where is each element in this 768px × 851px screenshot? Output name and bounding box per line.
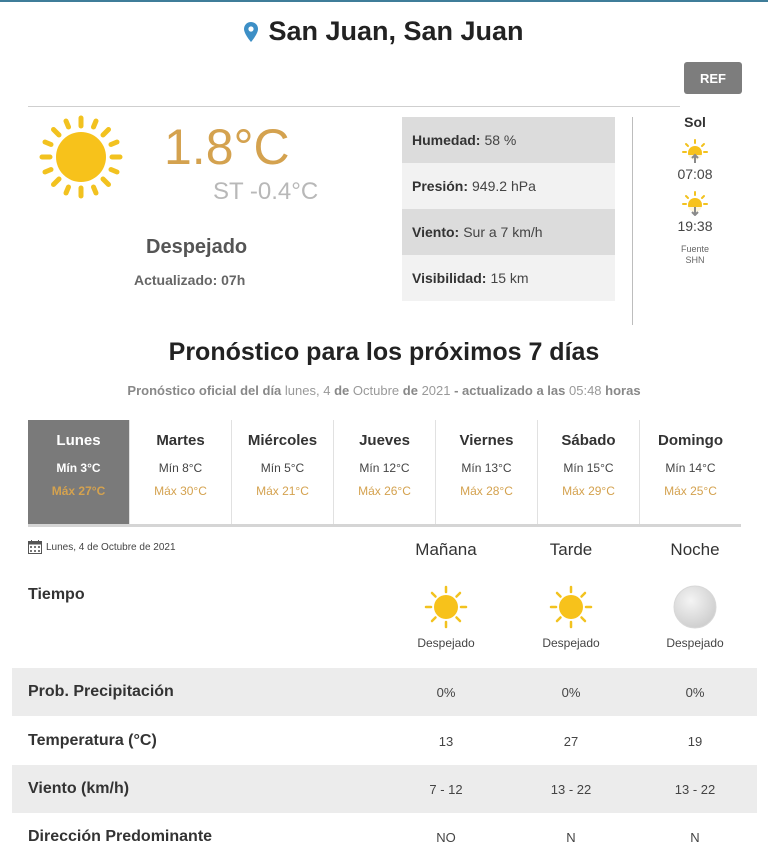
day-max: Máx 30°C xyxy=(154,484,207,498)
visibility-row xyxy=(402,255,615,301)
row-value: N xyxy=(690,829,700,845)
moon-icon xyxy=(672,584,718,630)
forecast-title: Pronóstico para los próximos 7 días xyxy=(168,338,600,366)
humidity-value: 58 % xyxy=(484,132,517,148)
sunset-icon xyxy=(682,190,708,216)
day-name: Jueves xyxy=(359,432,410,449)
day-min: Mín 12°C xyxy=(359,461,410,475)
day-tab-martes[interactable] xyxy=(130,420,232,525)
subtitle-part5: horas xyxy=(605,383,641,398)
day-tab-viernes[interactable] xyxy=(436,420,538,525)
visibility-value: 15 km xyxy=(490,270,529,286)
day-min: Mín 8°C xyxy=(158,461,203,475)
sun-times xyxy=(660,114,730,266)
day-max: Máx 26°C xyxy=(358,484,411,498)
humidity-label: Humedad: xyxy=(412,132,481,148)
day-name: Sábado xyxy=(561,432,616,449)
detail-date-text: Lunes, 4 de Octubre de 2021 xyxy=(46,541,176,553)
day-name: Martes xyxy=(156,432,205,449)
row-value: 27 xyxy=(563,733,579,749)
day-name: Lunes xyxy=(56,432,101,449)
ref-button[interactable]: REF xyxy=(684,62,742,94)
day-min: Mín 3°C xyxy=(56,461,101,475)
row-precipitacion xyxy=(12,668,757,716)
subtitle-year: 2021 xyxy=(421,383,451,398)
day-name: Viernes xyxy=(459,432,514,449)
location-pin-icon xyxy=(244,22,258,42)
sun-icon xyxy=(423,584,469,630)
wind-row xyxy=(402,209,615,255)
tiempo-text: Despejado xyxy=(542,636,600,650)
day-tab-miercoles[interactable] xyxy=(232,420,334,525)
subtitle-part1: Pronóstico oficial del día xyxy=(127,383,282,398)
day-name: Domingo xyxy=(658,432,723,449)
current-condition: Despejado xyxy=(146,236,248,258)
subtitle-day: lunes, 4 xyxy=(284,383,331,398)
row-label: Temperatura (°C) xyxy=(28,732,157,749)
row-label: Dirección Predominante xyxy=(28,828,213,845)
row-value: 13 - 22 xyxy=(550,781,592,797)
pressure-value: 949.2 hPa xyxy=(472,178,536,194)
day-min: Mín 15°C xyxy=(563,461,614,475)
detail-date xyxy=(28,540,176,554)
row-direccion xyxy=(12,813,757,851)
tiempo-manana xyxy=(391,584,501,650)
row-label: Prob. Precipitación xyxy=(28,683,174,700)
sun-icon xyxy=(548,584,594,630)
row-value: 0% xyxy=(436,684,456,700)
forecast-subtitle xyxy=(0,383,768,398)
header-divider xyxy=(28,106,680,107)
row-temperatura xyxy=(12,717,757,765)
day-tab-sabado[interactable] xyxy=(538,420,640,525)
subtitle-part3: de xyxy=(402,383,418,398)
top-border xyxy=(0,0,768,2)
sun-icon xyxy=(38,114,124,200)
sunrise-time: 07:08 xyxy=(677,166,713,182)
day-tab-jueves[interactable] xyxy=(334,420,436,525)
sun-title: Sol xyxy=(684,114,706,130)
day-max: Máx 28°C xyxy=(460,484,513,498)
current-temperature: 1.8°C xyxy=(164,119,290,175)
subtitle-part2: de xyxy=(334,383,350,398)
humidity-row xyxy=(402,117,615,163)
tiempo-tarde xyxy=(516,584,626,650)
day-name: Miércoles xyxy=(247,432,318,449)
day-tabs-underline xyxy=(28,524,741,527)
row-value: 13 xyxy=(438,733,454,749)
row-value: 13 - 22 xyxy=(674,781,716,797)
row-value: 0% xyxy=(685,684,705,700)
tiempo-text: Despejado xyxy=(666,636,724,650)
tiempo-label: Tiempo xyxy=(28,586,85,603)
source-name: SHN xyxy=(685,255,705,265)
location-title: San Juan, San Juan xyxy=(268,16,524,46)
row-value: NO xyxy=(436,829,456,845)
sunrise-icon xyxy=(682,138,708,164)
row-value: N xyxy=(566,829,576,845)
row-label: Viento (km/h) xyxy=(28,780,130,797)
location-header xyxy=(0,16,768,47)
column-manana: Mañana xyxy=(415,540,477,559)
tiempo-noche xyxy=(640,584,750,650)
day-tab-domingo[interactable] xyxy=(640,420,741,525)
day-max: Máx 25°C xyxy=(664,484,717,498)
day-tabs xyxy=(28,420,741,525)
row-value: 19 xyxy=(687,733,703,749)
sunset-time: 19:38 xyxy=(677,218,713,234)
subtitle-part4: - actualizado a las xyxy=(454,383,566,398)
vertical-divider xyxy=(632,117,633,325)
pressure-label: Presión: xyxy=(412,178,469,194)
subtitle-time: 05:48 xyxy=(569,383,602,398)
row-value: 0% xyxy=(561,684,581,700)
current-details xyxy=(402,117,615,301)
wind-label: Viento: xyxy=(412,224,460,240)
updated-time: Actualizado: 07h xyxy=(134,272,246,288)
column-noche: Noche xyxy=(670,540,720,559)
tiempo-text: Despejado xyxy=(417,636,475,650)
source-note xyxy=(660,244,730,266)
row-viento xyxy=(12,765,757,813)
day-min: Mín 14°C xyxy=(665,461,716,475)
feels-like-temperature: ST -0.4°C xyxy=(213,178,319,205)
column-tarde: Tarde xyxy=(549,540,593,559)
calendar-icon xyxy=(28,540,42,554)
day-max: Máx 29°C xyxy=(562,484,615,498)
pressure-row xyxy=(402,163,615,209)
day-min: Mín 5°C xyxy=(260,461,305,475)
day-max: Máx 27°C xyxy=(51,484,106,498)
source-label: Fuente xyxy=(680,244,710,254)
day-tab-lunes[interactable] xyxy=(28,420,130,525)
visibility-label: Visibilidad: xyxy=(412,270,487,286)
row-value: 7 - 12 xyxy=(429,781,463,797)
wind-value: Sur a 7 km/h xyxy=(463,224,543,240)
subtitle-month: Octubre xyxy=(352,383,400,398)
day-max: Máx 21°C xyxy=(256,484,309,498)
day-min: Mín 13°C xyxy=(461,461,512,475)
